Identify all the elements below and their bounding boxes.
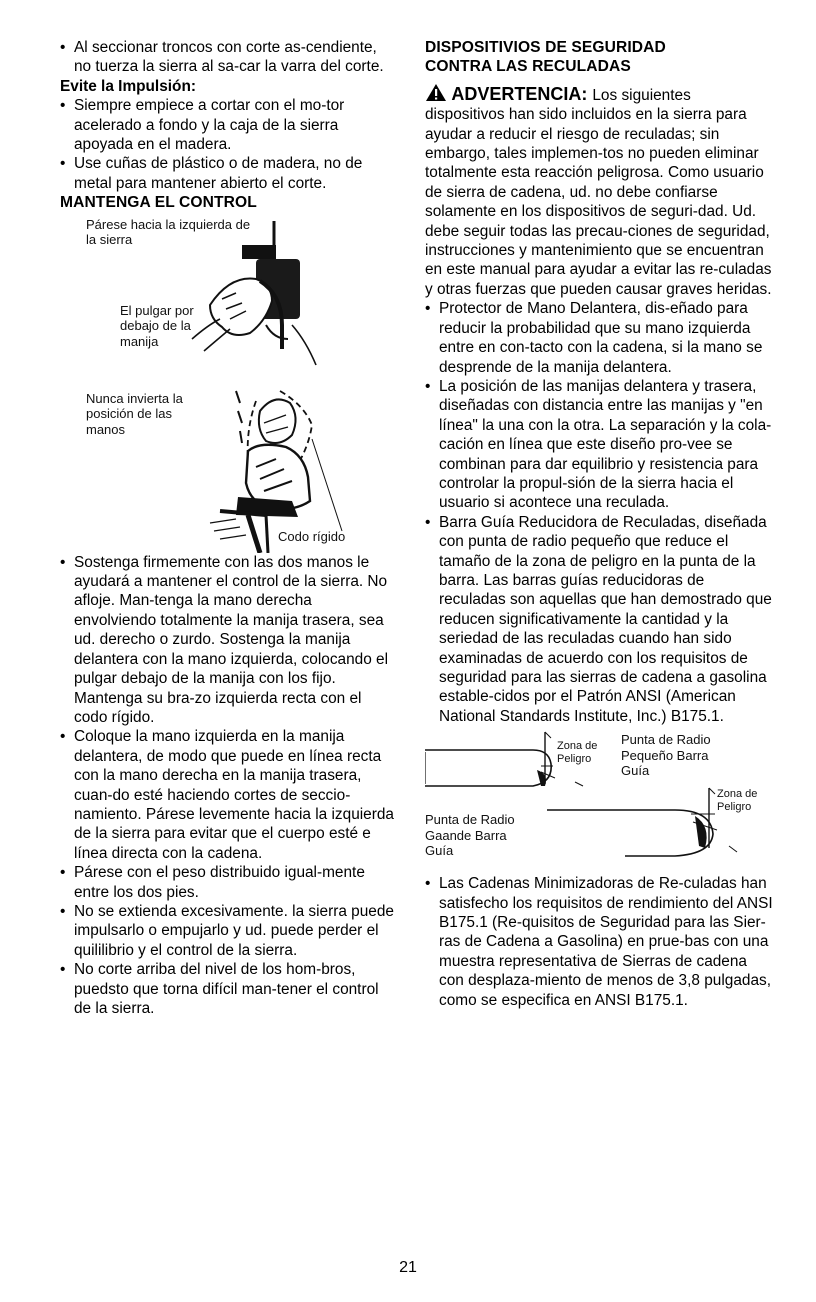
avoid-bullet-1: • Siempre empiece a cortar con el mo-tor acelerado a fondo y la caja de la sierra apoyada en el madera. — [60, 96, 398, 154]
intro-bullet: • Al seccionar troncos con corte as-cendiente, no tuerza la sierra al sa-car la varra del corte. — [60, 38, 398, 77]
zone-label-large: Zona de Peligro — [717, 788, 758, 814]
warning-text: Los siguientes dispositivos han sido incluidos en la sierra para ayudar a reducir el riesgo de reculadas; sin embargo, tales implemen-tos no pueden eliminar totalmente esta reacción peligrosa. Como usuario de sierra de cadena, ud. no debe confiarse solamente en los dispositivos de seguri-dad. Ud. debe seguir todas las precau-ciones de seguridad, instrucciones y mantenimiento que se encuentran en este manual para ayudar a evitar las re-culadas y otras fuerzas que pueden causar graves heridas. — [425, 86, 772, 298]
control-bullet-2: • Coloque la mano izquierda en la manija delantera, de modo que puede en línea recta con la mano derecha en la manija trasera, cuan-do esté haciendo cortes de seccio-namiento. Párese levemente hacia la izquierda de la sierra para evitar que el cuerpo esté e línea directa con la cadena. — [60, 727, 398, 863]
guide-bar-illustration — [425, 730, 773, 874]
right-column — [425, 38, 773, 1010]
left-column — [60, 38, 398, 1018]
safety-bullet-1: • Protector de Mano Delantera, dis-eñado para reducir la probabilidad que su mano izquierda entre en con-tacto con la cadena, si la mano se desprende de la manija delantera. — [425, 299, 773, 377]
page-number: 21 — [399, 1259, 417, 1276]
warning-label — [425, 84, 592, 104]
figure-label-cross: Nunca invierta la posición de las manos — [86, 390, 183, 437]
bar-figure — [425, 730, 773, 874]
saw-grip-illustration — [60, 215, 398, 553]
warning-triangle-icon — [425, 83, 447, 102]
control-figure — [60, 215, 398, 553]
control-bullet-3: • Párese con el peso distribuido igual-mente entre los dos pies. — [60, 863, 398, 902]
warning-word: ADVERTENCIA: — [451, 83, 588, 104]
safety-bullet-bar: • Barra Guía Reducidora de Reculadas, diseñada con punta de radio pequeño que reduce el tamaño de la zona de peligro en la punta de la barra. Las barras guías reducidoras de reculadas son aquellas que han demostrado que reducen significativamente la cantidad y la seriedad de las reculadas cuando han sido examinadas de acuerdo con los requisitos de seguridad para las sierras de cadena a gasolina estable-cidos por el Patrón ANSI (American National Standards Institute, Inc.) B175.1. — [425, 513, 773, 726]
figure-label-thumb: El pulgar por debajo de la manija — [120, 302, 194, 349]
control-bullet-4: • No se extienda excesivamente. la sierra puede impulsarlo o empujarlo y ud. puede perder el quililibrio y el control de la sierra. — [60, 902, 398, 960]
figure-label-lean: Párese hacia la izquierda de la sierra — [86, 216, 251, 248]
zone-label-small: Zona de Peligro — [557, 740, 598, 766]
control-heading: MANTENGA EL CONTROL — [60, 194, 257, 212]
small-tip-label: Punta de Radio Pequeño Barra Guía — [621, 732, 711, 779]
control-bullet-1: • Sostenga firmemente con las dos manos le ayudará a mantener el control de la sierra. No afloje. Man-tenga la mano derecha envolviendo totalmente la manija trasera, sea ud. derecho o zurdo. Sostenga la manija delantera con la mano izquierda, colocando el pulgar debajo de la manija con los fijo. Mantenga su bra-zo izquierda recta con el codo rígido. — [60, 553, 398, 728]
intro-list — [60, 38, 398, 77]
control-list — [60, 553, 398, 1019]
avoid-list — [60, 96, 398, 193]
chain-bullet: • Las Cadenas Minimizadoras de Re-culadas han satisfecho los requisitos de rendimiento del ANSI B175.1 (Re-quisitos de Seguridad para las Sier-ras de Cadena a Gasolina) en prue-bas con una muestra representativa de Sierras de cadena con desplaza-miento de menos de 3,8 pulgadas, como se especifica en ANSI B175.1. — [425, 874, 773, 1010]
safety-list — [425, 299, 773, 726]
safety-devices-heading: DISPOSITIVIOS DE SEGURIDAD CONTRA LAS RECULADAS — [425, 39, 666, 76]
avoid-bullet-2: • Use cuñas de plástico o de madera, no de metal para mantener abierto el corte. — [60, 154, 398, 193]
figure-label-elbow: Codo rígido — [278, 528, 346, 544]
control-bullet-5: • No corte arriba del nivel de los hom-bros, puedsto que torna difícil man-tener el control de la sierra. — [60, 960, 398, 1018]
large-tip-label: Punta de Radio Gaande Barra Guía — [425, 812, 515, 859]
chain-list — [425, 874, 773, 1010]
warning-paragraph — [425, 83, 773, 299]
safety-bullet-2: • La posición de las manijas delantera y trasera, diseñadas con distancia entre las manijas y "en línea" la una con la otra. La separación y la cola-cación en línea que este diseño pro-vee se combinan para dar equilibrio y resistencia para controlar la propul-sión de la sierra hacia el usuario si acontece una reculada. — [425, 377, 773, 513]
avoid-heading: Evite la Impulsión: — [60, 77, 196, 95]
